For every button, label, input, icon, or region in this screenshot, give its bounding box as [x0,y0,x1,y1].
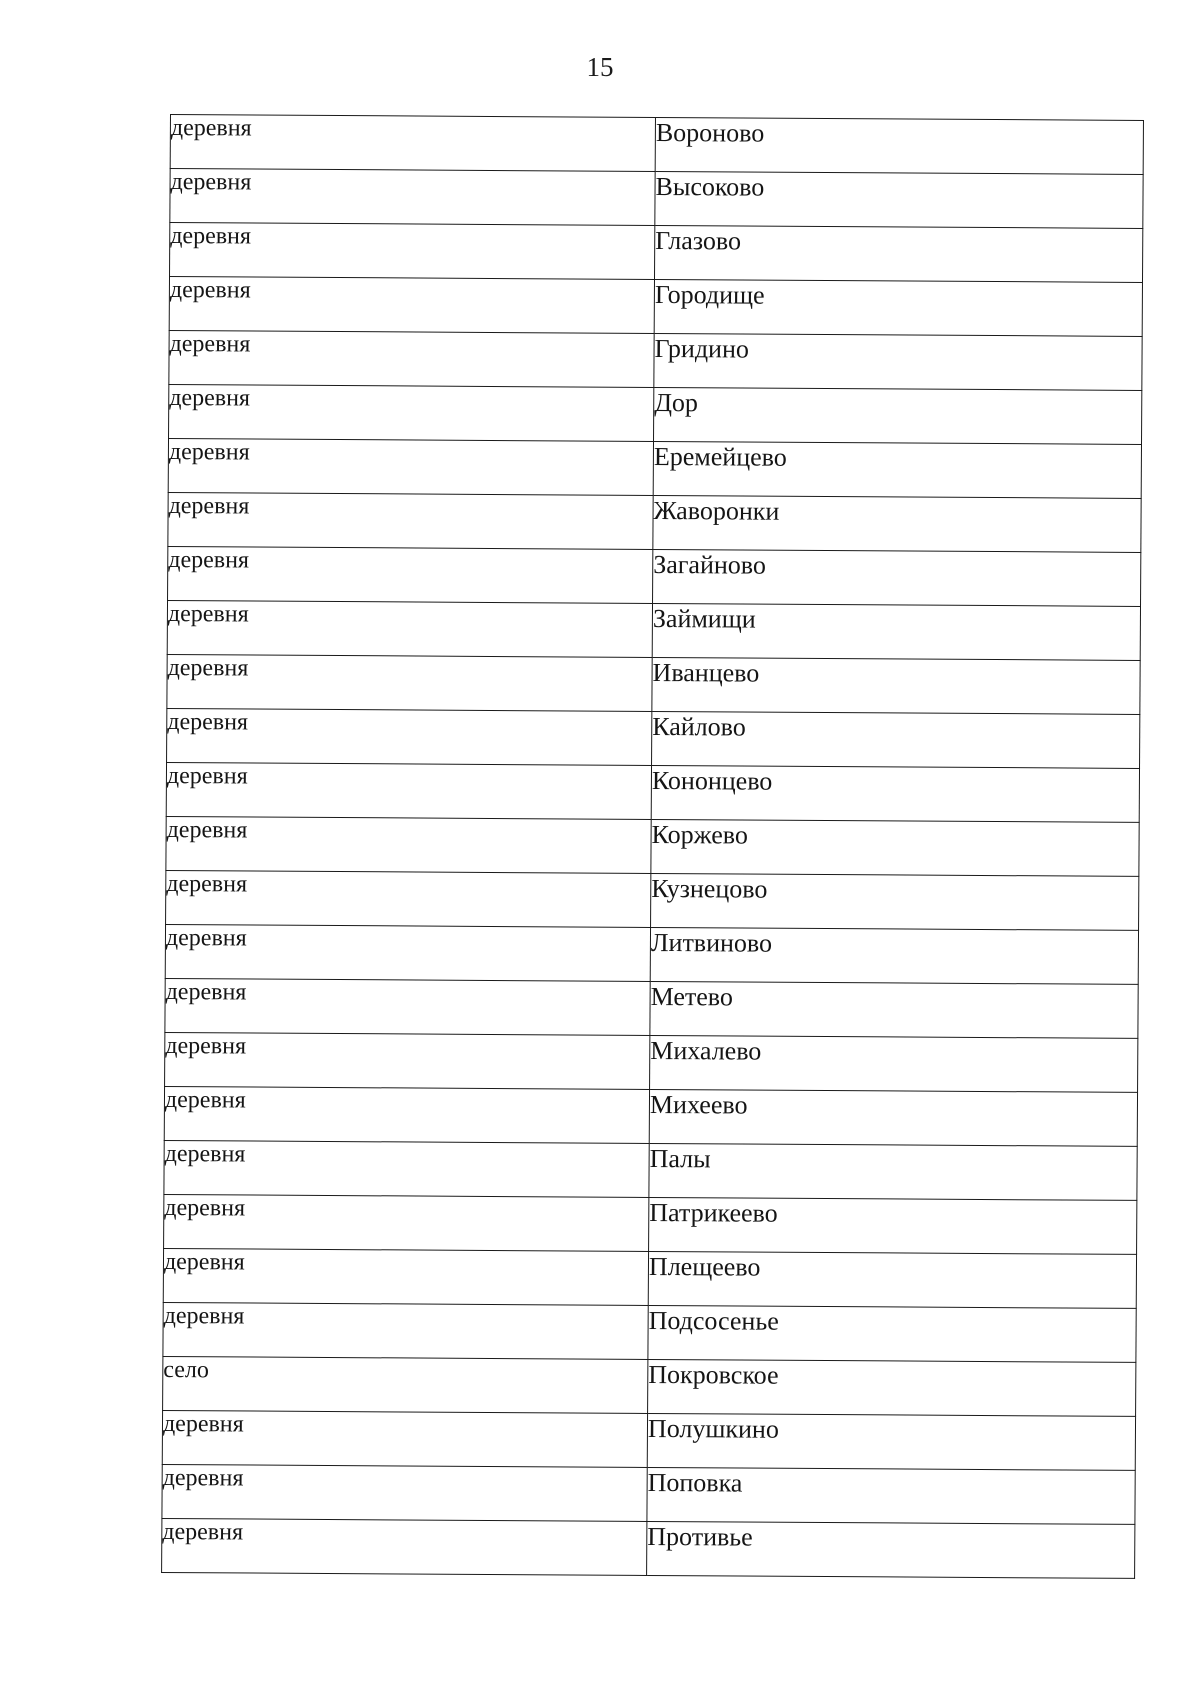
settlement-type-cell: деревня [166,870,651,927]
table-row [168,546,1141,606]
settlement-type-cell: село [163,1356,648,1413]
settlement-name-cell: Метево [650,981,1138,1038]
settlement-name-cell: Жаворонки [653,495,1141,552]
settlement-type-cell: деревня [170,169,655,226]
table-row [163,1356,1136,1416]
settlement-name-cell: Городище [654,279,1142,336]
table-row [170,169,1143,229]
settlement-name-cell: Иванцево [652,657,1140,714]
table-row [163,1302,1136,1362]
table-row [164,1086,1137,1146]
table-row [166,762,1139,822]
table-row [164,1194,1137,1254]
settlement-type-cell: деревня [165,978,650,1035]
settlement-type-cell: деревня [170,115,655,172]
settlement-type-cell: деревня [162,1410,647,1467]
settlement-name-cell: Кузнецово [651,873,1139,930]
settlement-name-cell: Коржево [651,819,1139,876]
table-row [167,600,1140,660]
settlements-table-body [162,115,1144,1579]
table-row [169,384,1142,444]
table-row [162,1518,1135,1578]
settlement-type-cell: деревня [170,223,655,280]
table-row [166,816,1139,876]
table-row [164,1140,1137,1200]
settlement-type-cell: деревня [164,1140,649,1197]
table-row [163,1248,1136,1308]
settlement-name-cell: Глазово [654,225,1142,282]
settlement-name-cell: Еремейцево [653,441,1141,498]
settlement-type-cell: деревня [167,708,652,765]
settlement-name-cell: Высоково [655,171,1143,228]
settlement-name-cell: Займищи [652,603,1140,660]
table-row [162,1464,1135,1524]
settlement-type-cell: деревня [165,1032,650,1089]
settlement-name-cell: Покровское [648,1359,1136,1416]
table-row [167,654,1140,714]
settlement-type-cell: деревня [165,924,650,981]
table-row [162,1410,1135,1470]
settlement-type-cell: деревня [163,1248,648,1305]
settlement-name-cell: Дор [654,387,1142,444]
table-row [165,924,1138,984]
settlement-name-cell: Палы [649,1143,1137,1200]
page-number: 15 [586,52,614,82]
settlements-table [161,114,1144,1579]
settlement-type-cell: деревня [167,654,652,711]
settlement-type-cell: деревня [169,330,654,387]
settlement-name-cell: Патрикеево [649,1197,1137,1254]
settlement-name-cell: Полушкино [647,1413,1135,1470]
table-row [168,438,1141,498]
settlement-name-cell: Кайлово [652,711,1140,768]
table-row [165,1032,1138,1092]
settlement-type-cell: деревня [168,438,653,495]
settlement-type-cell: деревня [162,1464,647,1521]
settlement-name-cell: Противье [647,1521,1135,1578]
settlement-name-cell: Михеево [649,1089,1137,1146]
settlement-type-cell: деревня [166,816,651,873]
settlement-type-cell: деревня [168,492,653,549]
settlement-type-cell: деревня [169,384,654,441]
settlement-type-cell: деревня [167,600,652,657]
settlement-type-cell: деревня [169,277,654,334]
settlement-name-cell: Литвиново [650,927,1138,984]
settlement-type-cell: деревня [162,1518,647,1575]
settlement-name-cell: Михалево [650,1035,1138,1092]
settlements-table-wrapper [161,114,1143,1579]
settlement-name-cell: Кононцево [651,765,1139,822]
settlement-name-cell: Подсосенье [648,1305,1136,1362]
settlement-type-cell: деревня [168,546,653,603]
settlement-name-cell: Поповка [647,1467,1135,1524]
table-row [168,492,1141,552]
settlement-name-cell: Загайново [653,549,1141,606]
settlement-type-cell: деревня [164,1194,649,1251]
table-row [165,978,1138,1038]
table-row [166,870,1139,930]
table-row [170,223,1143,283]
settlement-type-cell: деревня [163,1302,648,1359]
settlement-type-cell: деревня [166,762,651,819]
table-row [167,708,1140,768]
table-row [169,330,1142,390]
settlement-type-cell: деревня [164,1086,649,1143]
settlement-name-cell: Вороново [655,117,1143,174]
table-row [169,277,1142,337]
settlement-name-cell: Плещеево [648,1251,1136,1308]
settlement-name-cell: Гридино [654,333,1142,390]
table-row [170,115,1143,175]
